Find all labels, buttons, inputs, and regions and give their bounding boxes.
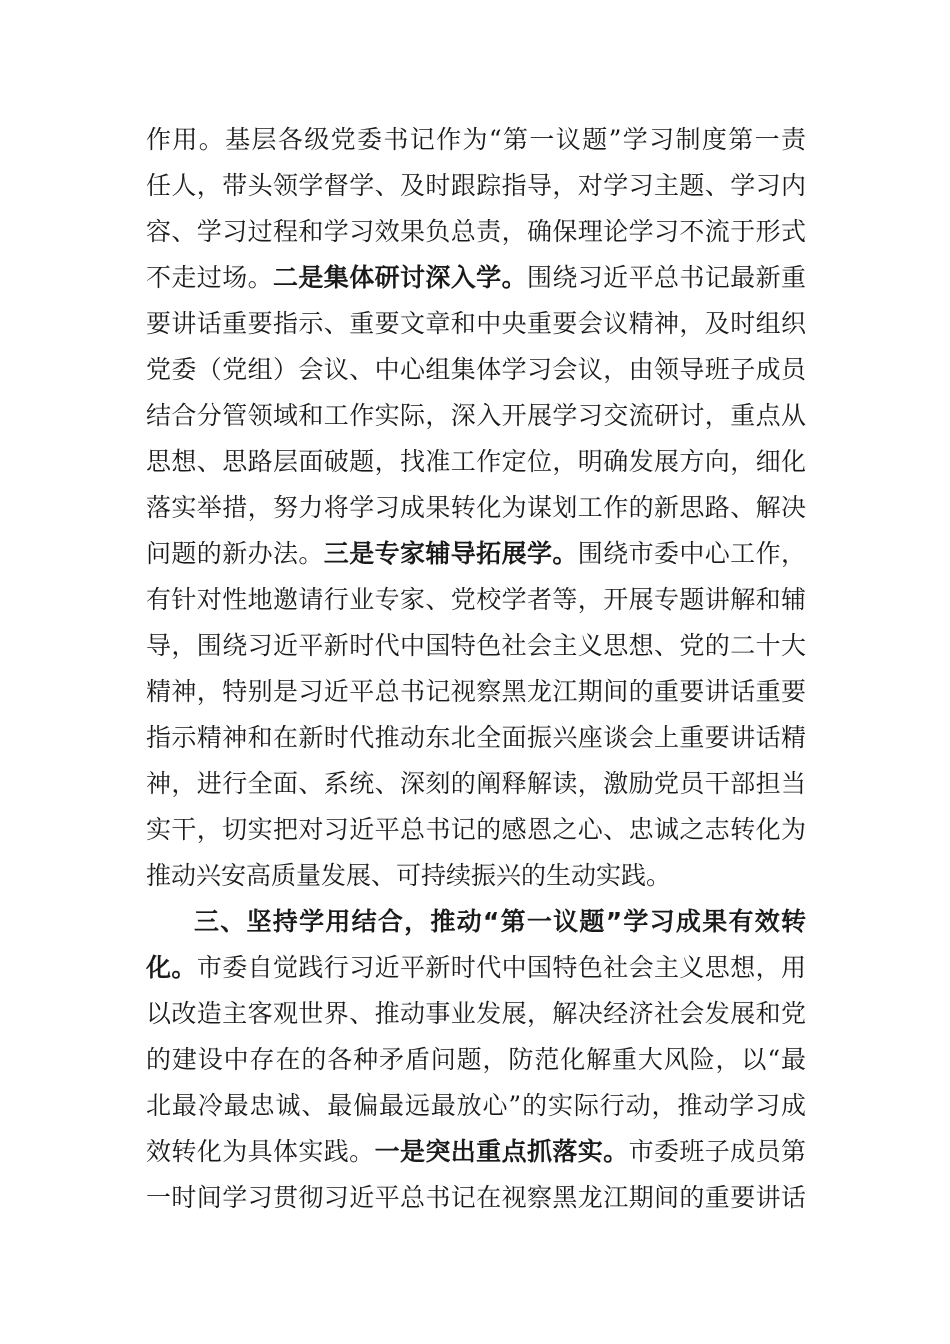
text-line-3: 容、学习过程和学习效果负总责，确保理论学习不流于形式 <box>146 217 806 246</box>
text-line-19: 化。市委自觉践行习近平新时代中国特色社会主义思想，用 <box>146 953 806 982</box>
text-line-9: 落实举措，努力将学习成果转化为谋划工作的新思路、解决 <box>146 493 806 522</box>
text-line-10: 问题的新办法。三是专家辅导拓展学。围绕市委中心工作， <box>146 539 806 568</box>
text-line-12: 导，围绕习近平新时代中国特色社会主义思想、党的二十大 <box>146 631 806 660</box>
section-heading-3-end: 化。 <box>146 953 197 982</box>
text-line-15: 神，进行全面、系统、深刻的阐释解读，激励党员干部担当 <box>146 769 806 798</box>
text-line-8: 思想、思路层面破题，找准工作定位，明确发展方向，细化 <box>146 447 806 476</box>
text-line-16: 实干，切实把对习近平总书记的感恩之心、忠诚之志转化为 <box>146 815 806 844</box>
text-line-20: 以改造主客观世界、推动事业发展，解决经济社会发展和党 <box>146 999 806 1028</box>
bold-heading-collective-study: 二是集体研讨深入学。 <box>273 263 527 292</box>
text-line-11: 有针对性地邀请行业专家、党校学者等，开展专题讲解和辅 <box>146 585 806 614</box>
text-line-24: 一时间学习贯彻习近平总书记在视察黑龙江期间的重要讲话 <box>146 1183 806 1212</box>
bold-heading-expert-guidance: 三是专家辅导拓展学。 <box>323 539 578 568</box>
text-line-17: 推动兴安高质量发展、可持续振兴的生动实践。 <box>146 861 672 890</box>
text-line-13: 精神，特别是习近平总书记视察黑龙江期间的重要讲话重要 <box>146 677 806 706</box>
text-line-6: 党委（党组）会议、中心组集体学习会议，由领导班子成员 <box>146 355 806 384</box>
text-line-4: 不走过场。二是集体研讨深入学。围绕习近平总书记最新重 <box>146 263 806 292</box>
section-heading-3: 三、坚持学用结合，推动“第一议题”学习成果有效转 <box>194 907 806 936</box>
text-line-14: 指示精神和在新时代推动东北全面振兴座谈会上重要讲话精 <box>146 723 806 752</box>
text-line-5: 要讲话重要指示、重要文章和中央重要会议精神，及时组织 <box>146 309 806 338</box>
text-line-21: 的建设中存在的各种矛盾问题，防范化解重大风险，以“最 <box>146 1045 806 1074</box>
text-line-7: 结合分管领域和工作实际，深入开展学习交流研讨，重点从 <box>146 401 806 430</box>
text-line-23: 效转化为具体实践。一是突出重点抓落实。市委班子成员第 <box>146 1137 806 1166</box>
bold-heading-focus-implementation: 一是突出重点抓落实。 <box>374 1137 629 1166</box>
text-line-1: 作用。基层各级党委书记作为“第一议题”学习制度第一责 <box>146 125 806 154</box>
text-line-22: 北最冷最忠诚、最偏最远最放心”的实际行动，推动学习成 <box>146 1091 806 1120</box>
text-line-2: 任人，带头领学督学、及时跟踪指导，对学习主题、学习内 <box>146 171 806 200</box>
